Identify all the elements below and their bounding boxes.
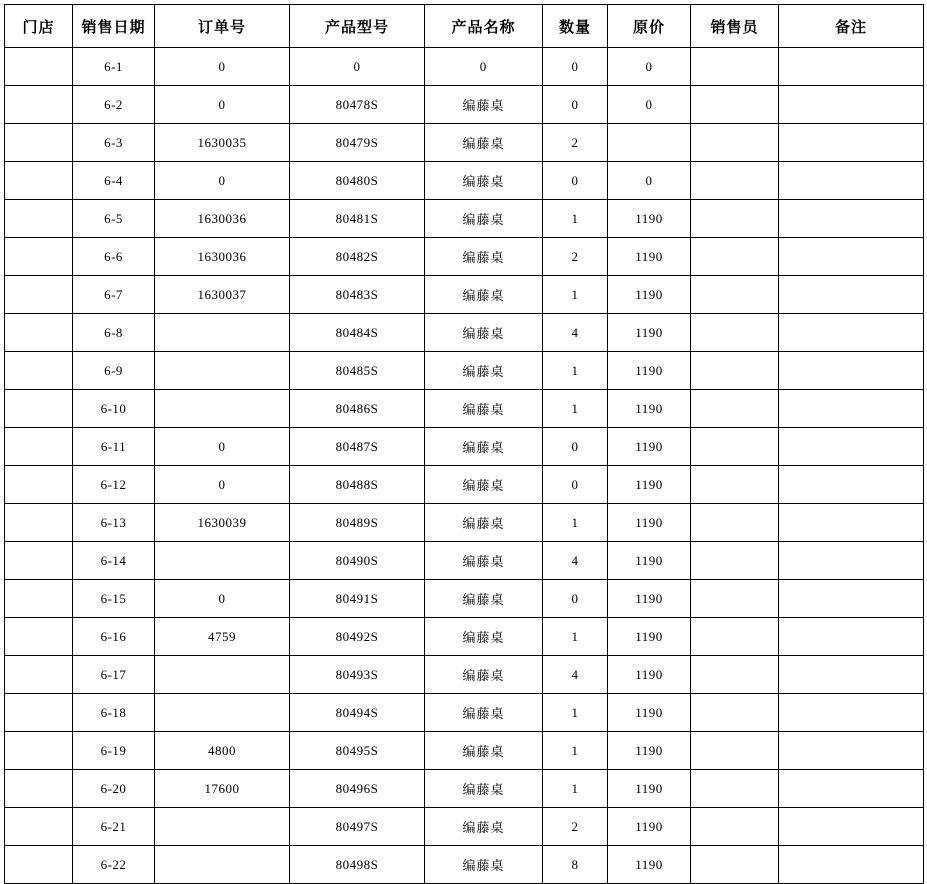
- cell-remark[interactable]: [779, 732, 924, 770]
- cell-model[interactable]: 80485S: [290, 352, 425, 390]
- table-row: [5, 390, 924, 428]
- cell-date[interactable]: 6-17: [73, 656, 155, 694]
- cell-model[interactable]: 80486S: [290, 390, 425, 428]
- cell-remark[interactable]: [779, 390, 924, 428]
- cell-remark[interactable]: [779, 200, 924, 238]
- cell-store[interactable]: [5, 466, 73, 504]
- cell-price[interactable]: 1190: [608, 276, 691, 314]
- cell-model[interactable]: 80488S: [290, 466, 425, 504]
- cell-qty[interactable]: 1: [543, 504, 608, 542]
- cell-order[interactable]: 0: [155, 48, 290, 86]
- cell-order[interactable]: 1630037: [155, 276, 290, 314]
- cell-qty[interactable]: 0: [543, 48, 608, 86]
- table-row: [5, 770, 924, 808]
- column-header-price: 原价: [608, 5, 691, 48]
- table-row: [5, 846, 924, 884]
- cell-date[interactable]: 6-21: [73, 808, 155, 846]
- cell-price[interactable]: 1190: [608, 238, 691, 276]
- cell-remark[interactable]: [779, 846, 924, 884]
- sales-table: [4, 4, 924, 884]
- cell-name[interactable]: 编藤桌: [425, 86, 543, 124]
- cell-remark[interactable]: [779, 808, 924, 846]
- cell-date[interactable]: 6-8: [73, 314, 155, 352]
- cell-name[interactable]: 编藤桌: [425, 580, 543, 618]
- cell-order[interactable]: 0: [155, 162, 290, 200]
- cell-store[interactable]: [5, 694, 73, 732]
- cell-order[interactable]: 0: [155, 86, 290, 124]
- cell-remark[interactable]: [779, 618, 924, 656]
- cell-date[interactable]: 6-12: [73, 466, 155, 504]
- cell-qty[interactable]: 1: [543, 732, 608, 770]
- cell-date[interactable]: 6-4: [73, 162, 155, 200]
- cell-remark[interactable]: [779, 656, 924, 694]
- cell-qty[interactable]: 1: [543, 200, 608, 238]
- cell-model[interactable]: 80490S: [290, 542, 425, 580]
- cell-name[interactable]: 0: [425, 48, 543, 86]
- cell-sales[interactable]: [691, 732, 779, 770]
- cell-order[interactable]: [155, 352, 290, 390]
- cell-order[interactable]: 17600: [155, 770, 290, 808]
- cell-store[interactable]: [5, 86, 73, 124]
- cell-order[interactable]: [155, 542, 290, 580]
- cell-store[interactable]: [5, 428, 73, 466]
- column-header-name: 产品名称: [425, 5, 543, 48]
- cell-price[interactable]: 1190: [608, 200, 691, 238]
- cell-sales[interactable]: [691, 466, 779, 504]
- column-header-date: 销售日期: [73, 5, 155, 48]
- cell-remark[interactable]: [779, 124, 924, 162]
- table-row: [5, 466, 924, 504]
- cell-qty[interactable]: 1: [543, 770, 608, 808]
- cell-price[interactable]: 1190: [608, 314, 691, 352]
- cell-price[interactable]: 1190: [608, 618, 691, 656]
- cell-price[interactable]: 1190: [608, 428, 691, 466]
- cell-store[interactable]: [5, 390, 73, 428]
- cell-model[interactable]: 80494S: [290, 694, 425, 732]
- cell-sales[interactable]: [691, 846, 779, 884]
- cell-date[interactable]: 6-20: [73, 770, 155, 808]
- cell-remark[interactable]: [779, 276, 924, 314]
- cell-order[interactable]: [155, 808, 290, 846]
- cell-sales[interactable]: [691, 390, 779, 428]
- cell-name[interactable]: 编藤桌: [425, 732, 543, 770]
- cell-qty[interactable]: 0: [543, 428, 608, 466]
- cell-remark[interactable]: [779, 428, 924, 466]
- cell-price[interactable]: 1190: [608, 846, 691, 884]
- cell-date[interactable]: 6-10: [73, 390, 155, 428]
- cell-remark[interactable]: [779, 542, 924, 580]
- cell-date[interactable]: 6-9: [73, 352, 155, 390]
- table-row: [5, 656, 924, 694]
- cell-price[interactable]: 1190: [608, 580, 691, 618]
- cell-sales[interactable]: [691, 352, 779, 390]
- cell-date[interactable]: 6-15: [73, 580, 155, 618]
- cell-model[interactable]: 80491S: [290, 580, 425, 618]
- table-row: [5, 162, 924, 200]
- cell-remark[interactable]: [779, 580, 924, 618]
- cell-order[interactable]: [155, 846, 290, 884]
- table-header-row: [5, 5, 924, 48]
- table-row: [5, 238, 924, 276]
- cell-remark[interactable]: [779, 238, 924, 276]
- cell-store[interactable]: [5, 124, 73, 162]
- table-row: [5, 504, 924, 542]
- cell-model[interactable]: 80487S: [290, 428, 425, 466]
- column-header-qty: 数量: [543, 5, 608, 48]
- table-row: [5, 428, 924, 466]
- cell-qty[interactable]: 0: [543, 580, 608, 618]
- cell-sales[interactable]: [691, 428, 779, 466]
- cell-sales[interactable]: [691, 124, 779, 162]
- table-row: [5, 618, 924, 656]
- cell-remark[interactable]: [779, 770, 924, 808]
- table-row: [5, 580, 924, 618]
- table-row: [5, 200, 924, 238]
- cell-order[interactable]: 1630039: [155, 504, 290, 542]
- cell-price[interactable]: 0: [608, 48, 691, 86]
- cell-sales[interactable]: [691, 694, 779, 732]
- cell-qty[interactable]: 1: [543, 618, 608, 656]
- cell-remark[interactable]: [779, 466, 924, 504]
- cell-name[interactable]: 编藤桌: [425, 466, 543, 504]
- cell-store[interactable]: [5, 656, 73, 694]
- cell-store[interactable]: [5, 542, 73, 580]
- table-row: [5, 694, 924, 732]
- table-row: [5, 732, 924, 770]
- cell-price[interactable]: 1190: [608, 770, 691, 808]
- cell-price[interactable]: [608, 124, 691, 162]
- cell-date[interactable]: 6-19: [73, 732, 155, 770]
- cell-name[interactable]: 编藤桌: [425, 656, 543, 694]
- cell-date[interactable]: 6-14: [73, 542, 155, 580]
- cell-qty[interactable]: 0: [543, 466, 608, 504]
- cell-name[interactable]: 编藤桌: [425, 428, 543, 466]
- cell-model[interactable]: 80482S: [290, 238, 425, 276]
- cell-qty[interactable]: 0: [543, 86, 608, 124]
- cell-name[interactable]: 编藤桌: [425, 352, 543, 390]
- table-body: [5, 48, 924, 884]
- cell-qty[interactable]: 0: [543, 162, 608, 200]
- cell-order[interactable]: 0: [155, 466, 290, 504]
- table-row: [5, 352, 924, 390]
- cell-sales[interactable]: [691, 86, 779, 124]
- cell-sales[interactable]: [691, 504, 779, 542]
- cell-date[interactable]: 6-1: [73, 48, 155, 86]
- cell-name[interactable]: 编藤桌: [425, 846, 543, 884]
- cell-model[interactable]: 80480S: [290, 162, 425, 200]
- column-header-sales: 销售员: [691, 5, 779, 48]
- cell-order[interactable]: [155, 390, 290, 428]
- column-header-model: 产品型号: [290, 5, 425, 48]
- cell-store[interactable]: [5, 276, 73, 314]
- cell-date[interactable]: 6-22: [73, 846, 155, 884]
- cell-model[interactable]: 80496S: [290, 770, 425, 808]
- cell-order[interactable]: 1630036: [155, 200, 290, 238]
- cell-date[interactable]: 6-7: [73, 276, 155, 314]
- cell-order[interactable]: [155, 694, 290, 732]
- cell-name[interactable]: 编藤桌: [425, 162, 543, 200]
- cell-name[interactable]: 编藤桌: [425, 770, 543, 808]
- cell-sales[interactable]: [691, 276, 779, 314]
- cell-model[interactable]: 80492S: [290, 618, 425, 656]
- cell-name[interactable]: 编藤桌: [425, 124, 543, 162]
- cell-qty[interactable]: 1: [543, 390, 608, 428]
- cell-price[interactable]: 1190: [608, 694, 691, 732]
- cell-model[interactable]: 80481S: [290, 200, 425, 238]
- cell-store[interactable]: [5, 732, 73, 770]
- cell-name[interactable]: 编藤桌: [425, 504, 543, 542]
- column-header-remark: 备注: [779, 5, 924, 48]
- cell-price[interactable]: 1190: [608, 504, 691, 542]
- cell-name[interactable]: 编藤桌: [425, 390, 543, 428]
- cell-qty[interactable]: 2: [543, 808, 608, 846]
- cell-store[interactable]: [5, 200, 73, 238]
- cell-model[interactable]: 80478S: [290, 86, 425, 124]
- cell-store[interactable]: [5, 238, 73, 276]
- table-row: [5, 86, 924, 124]
- cell-sales[interactable]: [691, 314, 779, 352]
- cell-name[interactable]: 编藤桌: [425, 314, 543, 352]
- cell-model[interactable]: 80497S: [290, 808, 425, 846]
- cell-name[interactable]: 编藤桌: [425, 542, 543, 580]
- cell-price[interactable]: 1190: [608, 466, 691, 504]
- cell-sales[interactable]: [691, 48, 779, 86]
- cell-sales[interactable]: [691, 770, 779, 808]
- column-header-order: 订单号: [155, 5, 290, 48]
- cell-sales[interactable]: [691, 238, 779, 276]
- cell-sales[interactable]: [691, 542, 779, 580]
- cell-model[interactable]: 0: [290, 48, 425, 86]
- cell-date[interactable]: 6-3: [73, 124, 155, 162]
- cell-order[interactable]: 0: [155, 580, 290, 618]
- cell-qty[interactable]: 4: [543, 542, 608, 580]
- cell-order[interactable]: [155, 656, 290, 694]
- cell-model[interactable]: 80484S: [290, 314, 425, 352]
- cell-sales[interactable]: [691, 808, 779, 846]
- cell-qty[interactable]: 1: [543, 352, 608, 390]
- cell-date[interactable]: 6-5: [73, 200, 155, 238]
- cell-qty[interactable]: 2: [543, 124, 608, 162]
- cell-sales[interactable]: [691, 162, 779, 200]
- cell-order[interactable]: 4759: [155, 618, 290, 656]
- cell-store[interactable]: [5, 352, 73, 390]
- cell-remark[interactable]: [779, 162, 924, 200]
- cell-price[interactable]: 1190: [608, 390, 691, 428]
- cell-store[interactable]: [5, 504, 73, 542]
- cell-date[interactable]: 6-11: [73, 428, 155, 466]
- cell-price[interactable]: 0: [608, 162, 691, 200]
- cell-qty[interactable]: 1: [543, 276, 608, 314]
- cell-model[interactable]: 80483S: [290, 276, 425, 314]
- table-row: [5, 808, 924, 846]
- cell-store[interactable]: [5, 580, 73, 618]
- cell-remark[interactable]: [779, 352, 924, 390]
- cell-date[interactable]: 6-13: [73, 504, 155, 542]
- cell-order[interactable]: [155, 314, 290, 352]
- cell-qty[interactable]: 8: [543, 846, 608, 884]
- table-row: [5, 276, 924, 314]
- cell-store[interactable]: [5, 618, 73, 656]
- cell-order[interactable]: 1630036: [155, 238, 290, 276]
- cell-remark[interactable]: [779, 314, 924, 352]
- cell-order[interactable]: 1630035: [155, 124, 290, 162]
- cell-sales[interactable]: [691, 618, 779, 656]
- table-row: [5, 124, 924, 162]
- cell-date[interactable]: 6-2: [73, 86, 155, 124]
- cell-price[interactable]: 1190: [608, 656, 691, 694]
- cell-price[interactable]: 1190: [608, 542, 691, 580]
- cell-model[interactable]: 80498S: [290, 846, 425, 884]
- cell-sales[interactable]: [691, 656, 779, 694]
- cell-date[interactable]: 6-18: [73, 694, 155, 732]
- table-header: [5, 5, 924, 48]
- cell-qty[interactable]: 2: [543, 238, 608, 276]
- cell-store[interactable]: [5, 770, 73, 808]
- cell-qty[interactable]: 1: [543, 694, 608, 732]
- table-row: [5, 542, 924, 580]
- cell-qty[interactable]: 4: [543, 656, 608, 694]
- cell-name[interactable]: 编藤桌: [425, 618, 543, 656]
- cell-sales[interactable]: [691, 580, 779, 618]
- cell-store[interactable]: [5, 314, 73, 352]
- cell-order[interactable]: 4800: [155, 732, 290, 770]
- cell-name[interactable]: 编藤桌: [425, 200, 543, 238]
- cell-remark[interactable]: [779, 86, 924, 124]
- cell-store[interactable]: [5, 846, 73, 884]
- cell-remark[interactable]: [779, 694, 924, 732]
- cell-name[interactable]: 编藤桌: [425, 694, 543, 732]
- cell-model[interactable]: 80479S: [290, 124, 425, 162]
- cell-qty[interactable]: 4: [543, 314, 608, 352]
- cell-price[interactable]: 1190: [608, 808, 691, 846]
- cell-date[interactable]: 6-6: [73, 238, 155, 276]
- cell-store[interactable]: [5, 162, 73, 200]
- cell-remark[interactable]: [779, 504, 924, 542]
- cell-name[interactable]: 编藤桌: [425, 808, 543, 846]
- cell-model[interactable]: 80493S: [290, 656, 425, 694]
- cell-model[interactable]: 80489S: [290, 504, 425, 542]
- table-row: [5, 48, 924, 86]
- cell-price[interactable]: 0: [608, 86, 691, 124]
- table-row: [5, 314, 924, 352]
- cell-name[interactable]: 编藤桌: [425, 276, 543, 314]
- cell-store[interactable]: [5, 48, 73, 86]
- cell-remark[interactable]: [779, 48, 924, 86]
- cell-store[interactable]: [5, 808, 73, 846]
- cell-price[interactable]: 1190: [608, 352, 691, 390]
- cell-name[interactable]: 编藤桌: [425, 238, 543, 276]
- cell-price[interactable]: 1190: [608, 732, 691, 770]
- column-header-store: 门店: [5, 5, 73, 48]
- cell-sales[interactable]: [691, 200, 779, 238]
- cell-order[interactable]: 0: [155, 428, 290, 466]
- cell-date[interactable]: 6-16: [73, 618, 155, 656]
- cell-model[interactable]: 80495S: [290, 732, 425, 770]
